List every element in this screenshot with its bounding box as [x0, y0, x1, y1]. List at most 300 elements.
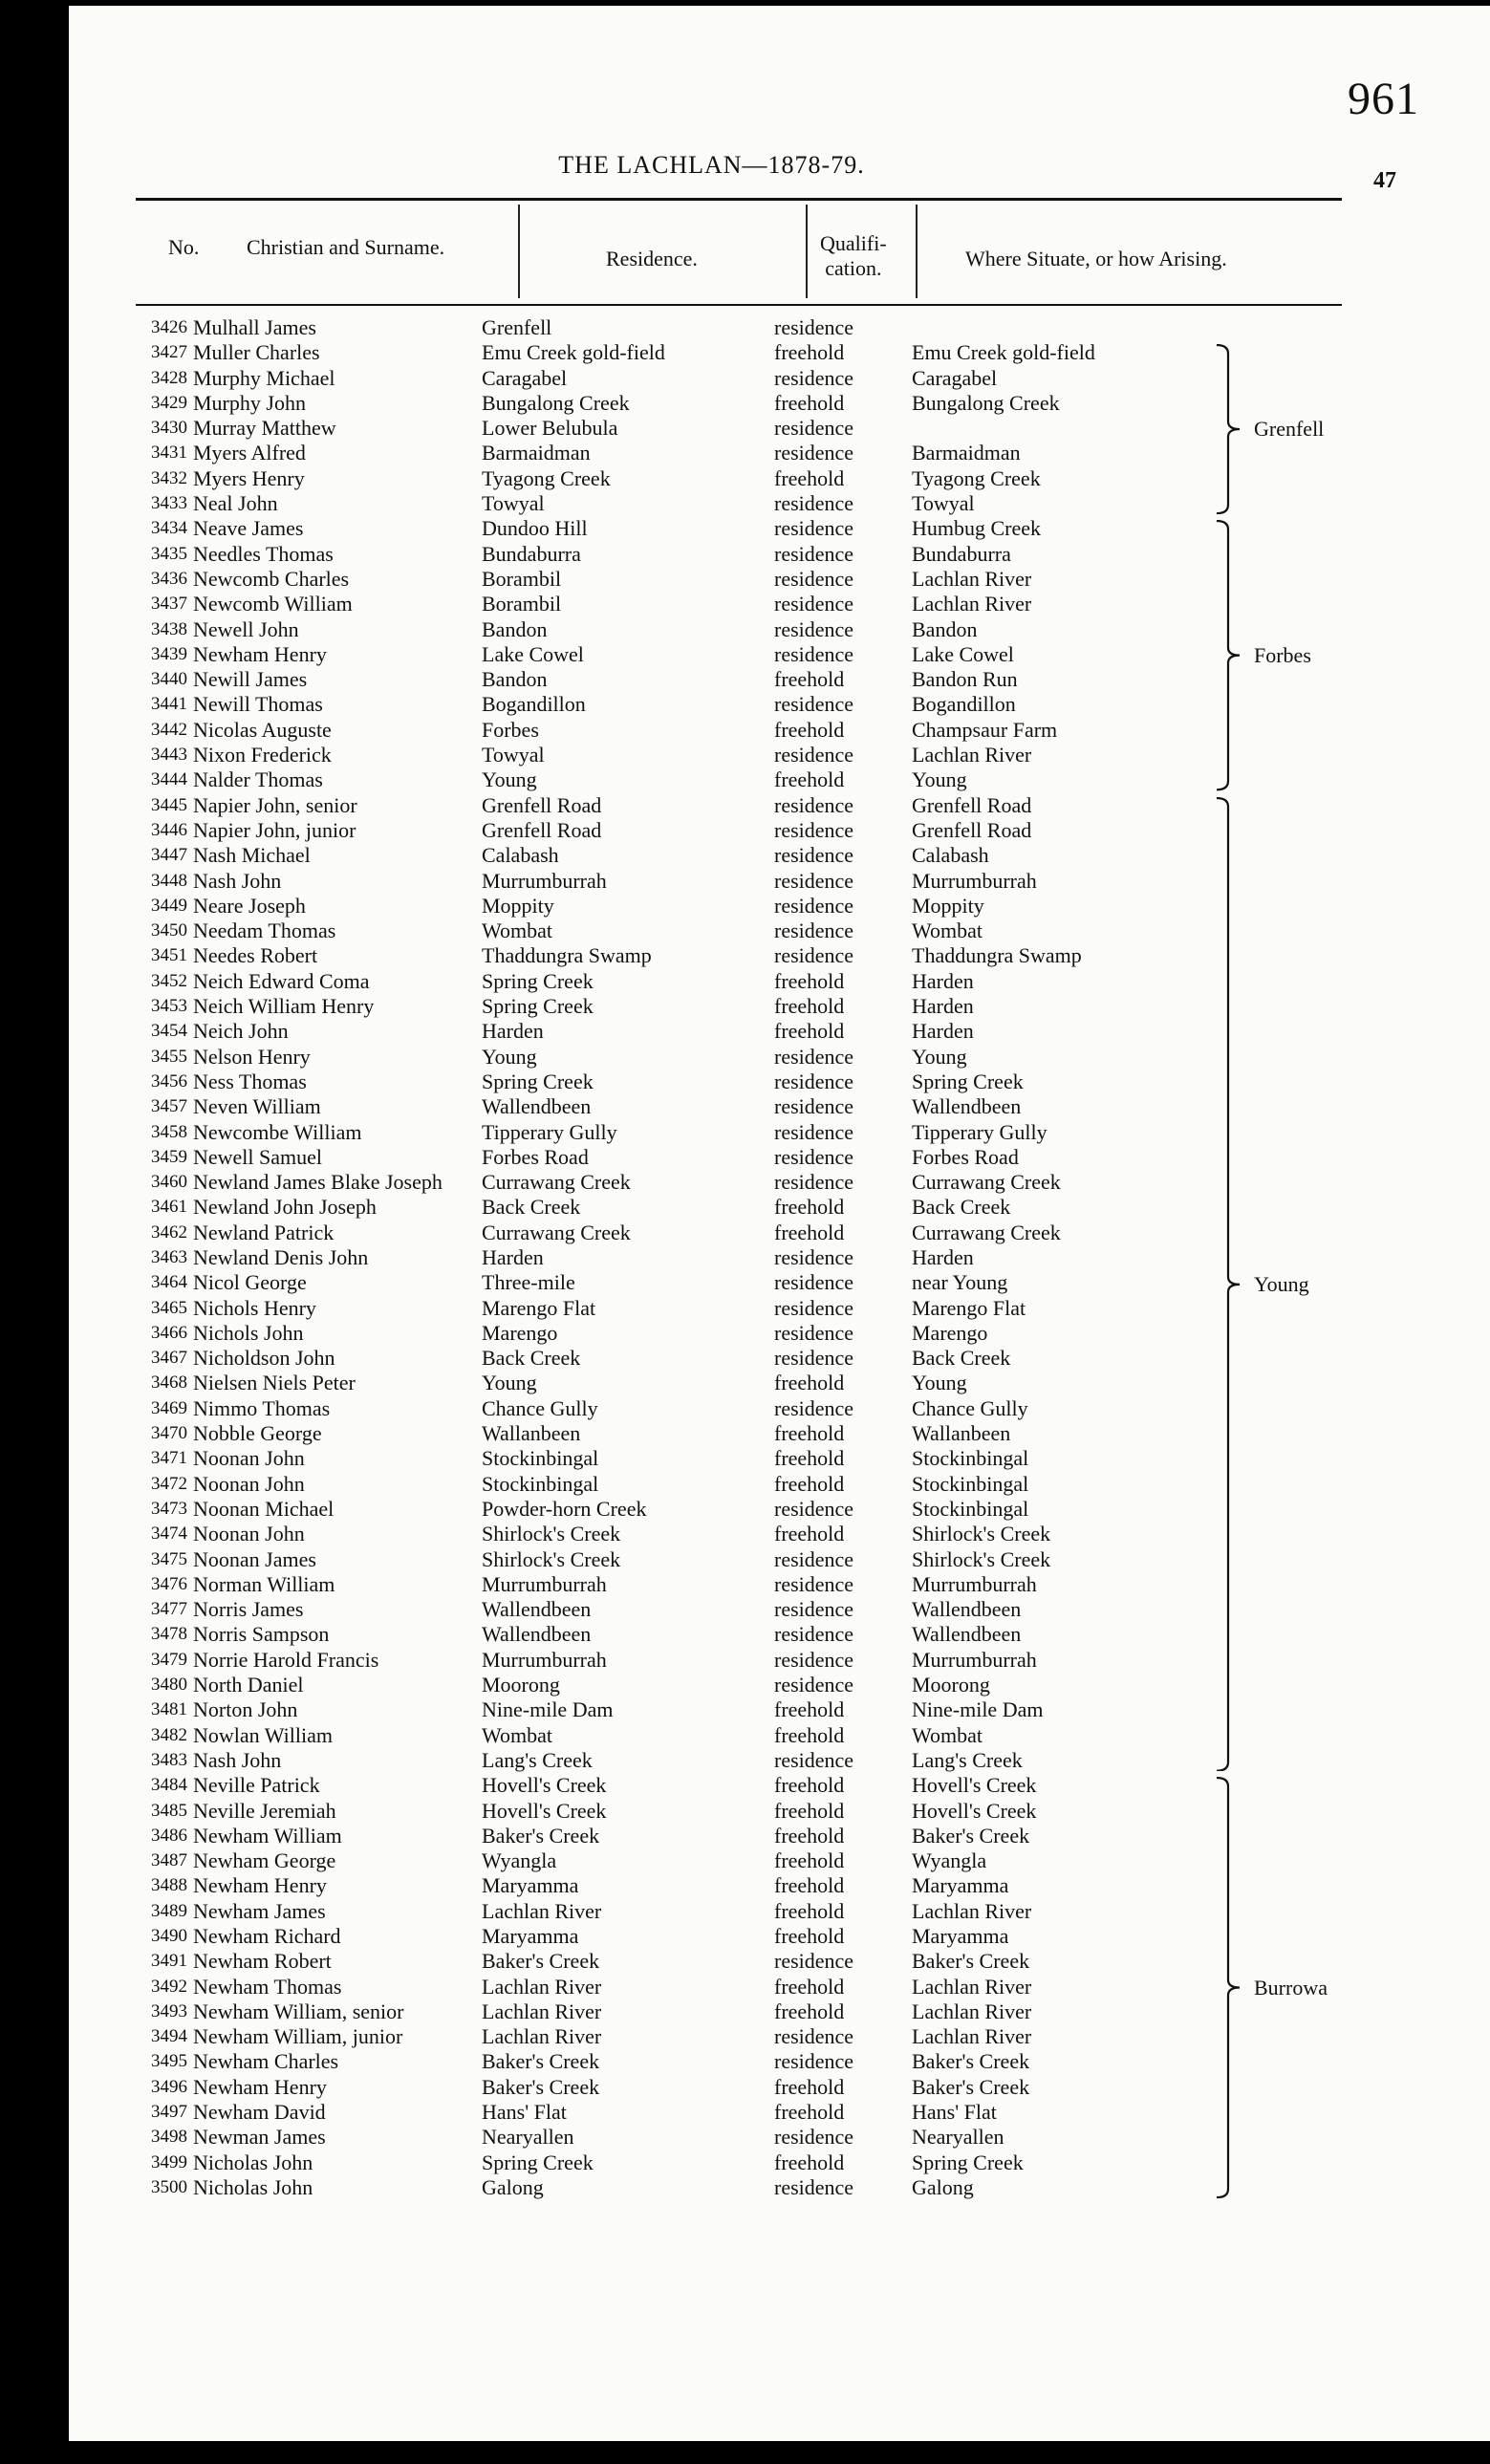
column-header-residence: Residence.: [606, 247, 698, 270]
elector-residence: Stockinbingal: [482, 1446, 599, 1471]
elector-number: 3440: [151, 669, 187, 690]
elector-name: Needam Thomas: [193, 919, 336, 943]
elector-residence: Wombat: [482, 1722, 552, 1747]
elector-residence: Borambil: [482, 592, 562, 616]
elector-name: Newham William, junior: [193, 2024, 403, 2049]
elector-where-situate: Galong: [912, 2174, 974, 2199]
elector-name: Newcomb William: [193, 592, 353, 616]
table-row: [69, 843, 1490, 868]
table-row: [69, 1799, 1490, 1824]
elector-qualification: residence: [774, 1170, 854, 1195]
elector-number: 3428: [151, 367, 187, 388]
table-row: [69, 592, 1490, 616]
elector-qualification: freehold: [774, 1446, 845, 1471]
elector-name: Noonan John: [193, 1522, 305, 1546]
elector-number: 3434: [151, 518, 187, 539]
elector-number: 3455: [151, 1046, 187, 1067]
elector-where-situate: Maryamma: [912, 1873, 1009, 1898]
elector-qualification: residence: [774, 365, 854, 390]
elector-number: 3497: [151, 2102, 187, 2123]
elector-residence: Bandon: [482, 667, 548, 692]
elector-where-situate: Young: [912, 767, 967, 792]
elector-qualification: freehold: [774, 1823, 845, 1848]
elector-name: Newham Robert: [193, 1949, 332, 1974]
elector-qualification: residence: [774, 1270, 854, 1295]
elector-name: Norrie Harold Francis: [193, 1647, 379, 1672]
elector-name: Newham George: [193, 1848, 336, 1873]
elector-where-situate: Bundaburra: [912, 541, 1011, 566]
table-row: [69, 969, 1490, 994]
elector-number: 3437: [151, 594, 187, 615]
elector-number: 3427: [151, 342, 187, 363]
elector-qualification: residence: [774, 1094, 854, 1119]
elector-residence: Dundoo Hill: [482, 516, 588, 541]
elector-qualification: freehold: [774, 1697, 845, 1722]
elector-where-situate: Grenfell Road: [912, 792, 1032, 817]
elector-qualification: residence: [774, 1496, 854, 1521]
elector-name: North Daniel: [193, 1673, 304, 1697]
elector-qualification: residence: [774, 1571, 854, 1596]
elector-name: Norris James: [193, 1597, 304, 1622]
elector-number: 3452: [151, 970, 187, 991]
elector-name: Myers Alfred: [193, 441, 306, 465]
elector-number: 3441: [151, 694, 187, 715]
elector-where-situate: Young: [912, 1371, 967, 1395]
elector-number: 3470: [151, 1423, 187, 1444]
column-divider: [916, 205, 918, 298]
elector-name: Newland Patrick: [193, 1220, 335, 1244]
elector-number: 3490: [151, 1926, 187, 1946]
elector-qualification: freehold: [774, 767, 845, 792]
elector-name: Newill James: [193, 667, 308, 692]
elector-number: 3469: [151, 1397, 187, 1418]
elector-where-situate: Wyangla: [912, 1848, 987, 1873]
table-row: [69, 1245, 1490, 1270]
table-row: [69, 1924, 1490, 1949]
elector-qualification: freehold: [774, 1522, 845, 1546]
elector-where-situate: Baker's Creek: [912, 1949, 1030, 1974]
table-row: [69, 1421, 1490, 1446]
elector-qualification: residence: [774, 1546, 854, 1571]
elector-where-situate: Lachlan River: [912, 743, 1032, 767]
table-row: [69, 1094, 1490, 1119]
elector-name: Neich William Henry: [193, 994, 375, 1019]
elector-name: Nelson Henry: [193, 1044, 311, 1069]
elector-where-situate: Tyagong Creek: [912, 465, 1041, 490]
table-row: [69, 1371, 1490, 1395]
elector-name: Nichols Henry: [193, 1295, 316, 1320]
elector-name: Newell John: [193, 616, 299, 641]
elector-qualification: freehold: [774, 1421, 845, 1446]
elector-qualification: residence: [774, 1346, 854, 1371]
elector-name: Newcomb Charles: [193, 566, 350, 591]
table-row: [69, 743, 1490, 767]
column-divider: [518, 205, 520, 298]
elector-qualification: freehold: [774, 994, 845, 1019]
elector-residence: Grenfell Road: [482, 817, 602, 842]
table-row: [69, 2049, 1490, 2074]
elector-number: 3453: [151, 996, 187, 1017]
elector-where-situate: Baker's Creek: [912, 2074, 1030, 2099]
elector-where-situate: Nearyallen: [912, 2125, 1004, 2150]
elector-residence: Barmaidman: [482, 441, 591, 465]
table-row: [69, 692, 1490, 717]
brace-icon: [1211, 1777, 1247, 2198]
elector-residence: Forbes: [482, 717, 539, 742]
elector-residence: Calabash: [482, 843, 559, 868]
elector-number: 3485: [151, 1800, 187, 1821]
elector-number: 3451: [151, 945, 187, 966]
elector-number: 3478: [151, 1624, 187, 1645]
elector-qualification: freehold: [774, 2100, 845, 2125]
elector-residence: Young: [482, 767, 537, 792]
elector-where-situate: Wombat: [912, 919, 983, 943]
elector-number: 3443: [151, 745, 187, 766]
brace-path: [1217, 1778, 1240, 2197]
elector-number: 3439: [151, 643, 187, 664]
elector-qualification: residence: [774, 1622, 854, 1647]
elector-residence: Wallendbeen: [482, 1094, 592, 1119]
elector-qualification: residence: [774, 919, 854, 943]
elector-name: Newham James: [193, 1898, 326, 1923]
table-row: [69, 1019, 1490, 1044]
elector-qualification: residence: [774, 2125, 854, 2150]
table-row: [69, 567, 1490, 592]
elector-residence: Moorong: [482, 1673, 560, 1697]
elector-number: 3449: [151, 895, 187, 916]
elector-where-situate: Shirlock's Creek: [912, 1546, 1051, 1571]
elector-residence: Currawang Creek: [482, 1170, 631, 1195]
elector-where-situate: Bandon: [912, 616, 978, 641]
elector-name: Newcombe William: [193, 1119, 362, 1144]
elector-where-situate: Harden: [912, 994, 974, 1019]
elector-qualification: residence: [774, 2049, 854, 2074]
table-row: [69, 919, 1490, 943]
elector-residence: Maryamma: [482, 1873, 579, 1898]
elector-residence: Forbes Road: [482, 1144, 589, 1169]
elector-number: 3487: [151, 1850, 187, 1871]
table-row: [69, 1572, 1490, 1597]
table-row: [69, 1748, 1490, 1773]
elector-residence: Young: [482, 1044, 537, 1069]
table-row: [69, 1497, 1490, 1522]
elector-number: 3462: [151, 1221, 187, 1243]
elector-number: 3429: [151, 392, 187, 413]
district-brace: [1211, 1777, 1247, 2198]
table-row: [69, 1773, 1490, 1798]
elector-name: Newham Richard: [193, 1924, 341, 1948]
elector-name: Noonan John: [193, 1471, 305, 1496]
elector-where-situate: Towyal: [912, 491, 975, 516]
elector-name: Needes Robert: [193, 943, 318, 968]
elector-number: 3438: [151, 618, 187, 639]
elector-qualification: freehold: [774, 340, 845, 365]
table-row: [69, 1873, 1490, 1898]
elector-number: 3448: [151, 870, 187, 891]
elector-qualification: residence: [774, 516, 854, 541]
elector-where-situate: Wombat: [912, 1722, 983, 1747]
elector-qualification: freehold: [774, 667, 845, 692]
elector-residence: Currawang Creek: [482, 1220, 631, 1244]
table-row: [69, 869, 1490, 894]
brace-icon: [1211, 520, 1247, 790]
elector-residence: Hovell's Creek: [482, 1773, 607, 1798]
elector-name: Nowlan William: [193, 1722, 333, 1747]
table-row: [69, 1070, 1490, 1094]
elector-qualification: residence: [774, 641, 854, 666]
elector-name: Newham Henry: [193, 2074, 327, 2099]
elector-name: Newman James: [193, 2125, 326, 2150]
table-row: [69, 340, 1490, 365]
elector-where-situate: Bogandillon: [912, 692, 1016, 717]
elector-number: 3442: [151, 719, 187, 740]
elector-qualification: residence: [774, 1069, 854, 1093]
elector-qualification: residence: [774, 692, 854, 717]
brace-path: [1217, 345, 1240, 513]
elector-residence: Shirlock's Creek: [482, 1546, 621, 1571]
elector-where-situate: Wallanbeen: [912, 1421, 1011, 1446]
elector-qualification: residence: [774, 743, 854, 767]
elector-qualification: residence: [774, 441, 854, 465]
elector-where-situate: Chance Gully: [912, 1395, 1028, 1420]
column-header-where: Where Situate, or how Arising.: [965, 247, 1227, 270]
table-row: [69, 1045, 1490, 1070]
elector-where-situate: Currawang Creek: [912, 1170, 1061, 1195]
table-row: [69, 1673, 1490, 1697]
elector-residence: Moppity: [482, 893, 554, 918]
elector-residence: Powder-horn Creek: [482, 1496, 647, 1521]
elector-name: Noonan John: [193, 1446, 305, 1471]
elector-number: 3458: [151, 1121, 187, 1142]
elector-where-situate: Baker's Creek: [912, 1823, 1030, 1848]
elector-number: 3459: [151, 1146, 187, 1167]
elector-number: 3435: [151, 543, 187, 564]
sheet-number: 47: [1373, 168, 1396, 193]
elector-where-situate: Lachlan River: [912, 592, 1032, 616]
elector-residence: Nine-mile Dam: [482, 1697, 614, 1722]
elector-number: 3498: [151, 2127, 187, 2148]
elector-name: Neven William: [193, 1094, 321, 1119]
elector-number: 3450: [151, 920, 187, 941]
elector-where-situate: Lang's Creek: [912, 1747, 1023, 1772]
elector-residence: Wallendbeen: [482, 1597, 592, 1622]
elector-number: 3491: [151, 1951, 187, 1972]
elector-residence: Galong: [482, 2174, 544, 2199]
elector-qualification: residence: [774, 1395, 854, 1420]
table-row: [69, 617, 1490, 642]
table-row: [69, 516, 1490, 541]
elector-number: 3473: [151, 1498, 187, 1519]
table-row: [69, 994, 1490, 1019]
elector-where-situate: Grenfell Road: [912, 817, 1032, 842]
elector-number: 3481: [151, 1699, 187, 1720]
elector-residence: Lower Belubula: [482, 416, 618, 441]
elector-number: 3430: [151, 418, 187, 439]
district-brace: [1211, 797, 1247, 1772]
elector-name: Nash John: [193, 1747, 282, 1772]
elector-qualification: residence: [774, 1597, 854, 1622]
elector-residence: Tipperary Gully: [482, 1119, 617, 1144]
column-header-qualification: [820, 231, 887, 281]
district-label: Forbes: [1254, 643, 1311, 668]
elector-name: Newland Denis John: [193, 1244, 369, 1269]
elector-number: 3465: [151, 1297, 187, 1318]
elector-name: Newham Thomas: [193, 1974, 342, 1999]
elector-number: 3496: [151, 2076, 187, 2097]
elector-number: 3475: [151, 1548, 187, 1569]
elector-number: 3483: [151, 1749, 187, 1770]
elector-number: 3444: [151, 769, 187, 790]
elector-name: Nichols John: [193, 1320, 304, 1345]
elector-qualification: freehold: [774, 1220, 845, 1244]
table-row: [69, 466, 1490, 491]
elector-name: Nicholdson John: [193, 1346, 335, 1371]
elector-where-situate: Caragabel: [912, 365, 998, 390]
elector-residence: Borambil: [482, 566, 562, 591]
elector-qualification: residence: [774, 315, 854, 339]
elector-where-situate: Hans' Flat: [912, 2100, 997, 2125]
elector-name: Myers Henry: [193, 465, 305, 490]
elector-name: Nicholas John: [193, 2150, 313, 2174]
table-row: [69, 315, 1490, 340]
elector-number: 3500: [151, 2176, 187, 2197]
elector-residence: Harden: [482, 1244, 544, 1269]
elector-qualification: freehold: [774, 1898, 845, 1923]
elector-name: Nobble George: [193, 1421, 322, 1446]
elector-number: 3488: [151, 1875, 187, 1896]
elector-qualification: freehold: [774, 1019, 845, 1044]
elector-residence: Nearyallen: [482, 2125, 574, 2150]
elector-residence: Harden: [482, 1019, 544, 1044]
district-brace: [1211, 344, 1247, 514]
table-row: [69, 2075, 1490, 2100]
elector-number: 3445: [151, 794, 187, 815]
table-row: [69, 1597, 1490, 1622]
elector-residence: Maryamma: [482, 1924, 579, 1948]
table-row: [69, 767, 1490, 792]
elector-where-situate: Wallendbeen: [912, 1622, 1022, 1647]
elector-number: 3474: [151, 1524, 187, 1545]
table-row: [69, 1999, 1490, 2024]
elector-qualification: freehold: [774, 1999, 845, 2023]
elector-where-situate: Back Creek: [912, 1346, 1011, 1371]
elector-where-situate: Calabash: [912, 843, 989, 868]
table-row: [69, 2175, 1490, 2200]
elector-where-situate: Lachlan River: [912, 566, 1032, 591]
table-row: [69, 1848, 1490, 1873]
elector-residence: Bundaburra: [482, 541, 581, 566]
elector-residence: Bungalong Creek: [482, 390, 630, 415]
folio-number: 961: [1348, 74, 1419, 124]
elector-residence: Murrumburrah: [482, 1571, 607, 1596]
elector-residence: Thaddungra Swamp: [482, 943, 652, 968]
elector-number: 3460: [151, 1172, 187, 1193]
elector-number: 3494: [151, 2026, 187, 2047]
column-header-qualification-line2: cation.: [825, 256, 882, 280]
elector-residence: Lake Cowel: [482, 641, 584, 666]
elector-where-situate: Stockinbingal: [912, 1446, 1029, 1471]
table-row: [69, 718, 1490, 743]
elector-where-situate: Hovell's Creek: [912, 1798, 1037, 1823]
elector-number: 3499: [151, 2151, 187, 2172]
elector-qualification: residence: [774, 943, 854, 968]
elector-number: 3426: [151, 317, 187, 337]
elector-where-situate: Nine-mile Dam: [912, 1697, 1044, 1722]
elector-residence: Murrumburrah: [482, 868, 607, 893]
register-page: [69, 6, 1490, 2441]
elector-residence: Back Creek: [482, 1346, 581, 1371]
elector-qualification: residence: [774, 1320, 854, 1345]
elector-name: Newham Henry: [193, 641, 327, 666]
elector-name: Needles Thomas: [193, 541, 334, 566]
elector-qualification: residence: [774, 893, 854, 918]
elector-name: Ness Thomas: [193, 1069, 307, 1093]
elector-number: 3431: [151, 443, 187, 464]
elector-residence: Caragabel: [482, 365, 568, 390]
elector-number: 3472: [151, 1473, 187, 1494]
elector-qualification: freehold: [774, 1195, 845, 1220]
elector-number: 3436: [151, 568, 187, 589]
elector-qualification: residence: [774, 1949, 854, 1974]
elector-where-situate: Back Creek: [912, 1195, 1011, 1220]
elector-number: 3489: [151, 1900, 187, 1921]
elector-residence: Wallendbeen: [482, 1622, 592, 1647]
elector-residence: Lachlan River: [482, 1974, 602, 1999]
elector-qualification: freehold: [774, 465, 845, 490]
brace-path: [1217, 521, 1240, 789]
elector-residence: Baker's Creek: [482, 2049, 600, 2074]
column-header-name: Christian and Surname.: [247, 235, 445, 259]
table-row: [69, 441, 1490, 465]
elector-name: Napier John, senior: [193, 792, 357, 817]
table-row: [69, 2100, 1490, 2125]
elector-number: 3480: [151, 1675, 187, 1696]
table-row: [69, 1120, 1490, 1145]
elector-name: Neville Jeremiah: [193, 1798, 336, 1823]
elector-number: 3447: [151, 845, 187, 866]
brace-path: [1217, 798, 1240, 1771]
elector-where-situate: Wallendbeen: [912, 1094, 1022, 1119]
elector-where-situate: Harden: [912, 1244, 974, 1269]
elector-number: 3433: [151, 493, 187, 514]
elector-where-situate: Stockinbingal: [912, 1471, 1029, 1496]
table-row: [69, 2024, 1490, 2049]
elector-number: 3457: [151, 1096, 187, 1117]
elector-name: Mulhall James: [193, 315, 316, 339]
elector-qualification: freehold: [774, 1471, 845, 1496]
table-row: [69, 943, 1490, 968]
elector-number: 3482: [151, 1724, 187, 1745]
table-row: [69, 793, 1490, 818]
elector-where-situate: Marengo Flat: [912, 1295, 1026, 1320]
elector-residence: Spring Creek: [482, 1069, 594, 1093]
elector-number: 3471: [151, 1448, 187, 1469]
table-row: [69, 1697, 1490, 1722]
elector-where-situate: Spring Creek: [912, 2150, 1024, 2174]
elector-residence: Hans' Flat: [482, 2100, 567, 2125]
elector-where-situate: Thaddungra Swamp: [912, 943, 1082, 968]
elector-name: Nixon Frederick: [193, 743, 332, 767]
elector-where-situate: Young: [912, 1044, 967, 1069]
elector-residence: Baker's Creek: [482, 1823, 600, 1848]
table-row: [69, 894, 1490, 919]
district-brace: [1211, 520, 1247, 790]
table-row: [69, 667, 1490, 692]
elector-name: Neal John: [193, 491, 278, 516]
elector-where-situate: near Young: [912, 1270, 1008, 1295]
table-row: [69, 2151, 1490, 2175]
column-divider: [806, 205, 808, 298]
